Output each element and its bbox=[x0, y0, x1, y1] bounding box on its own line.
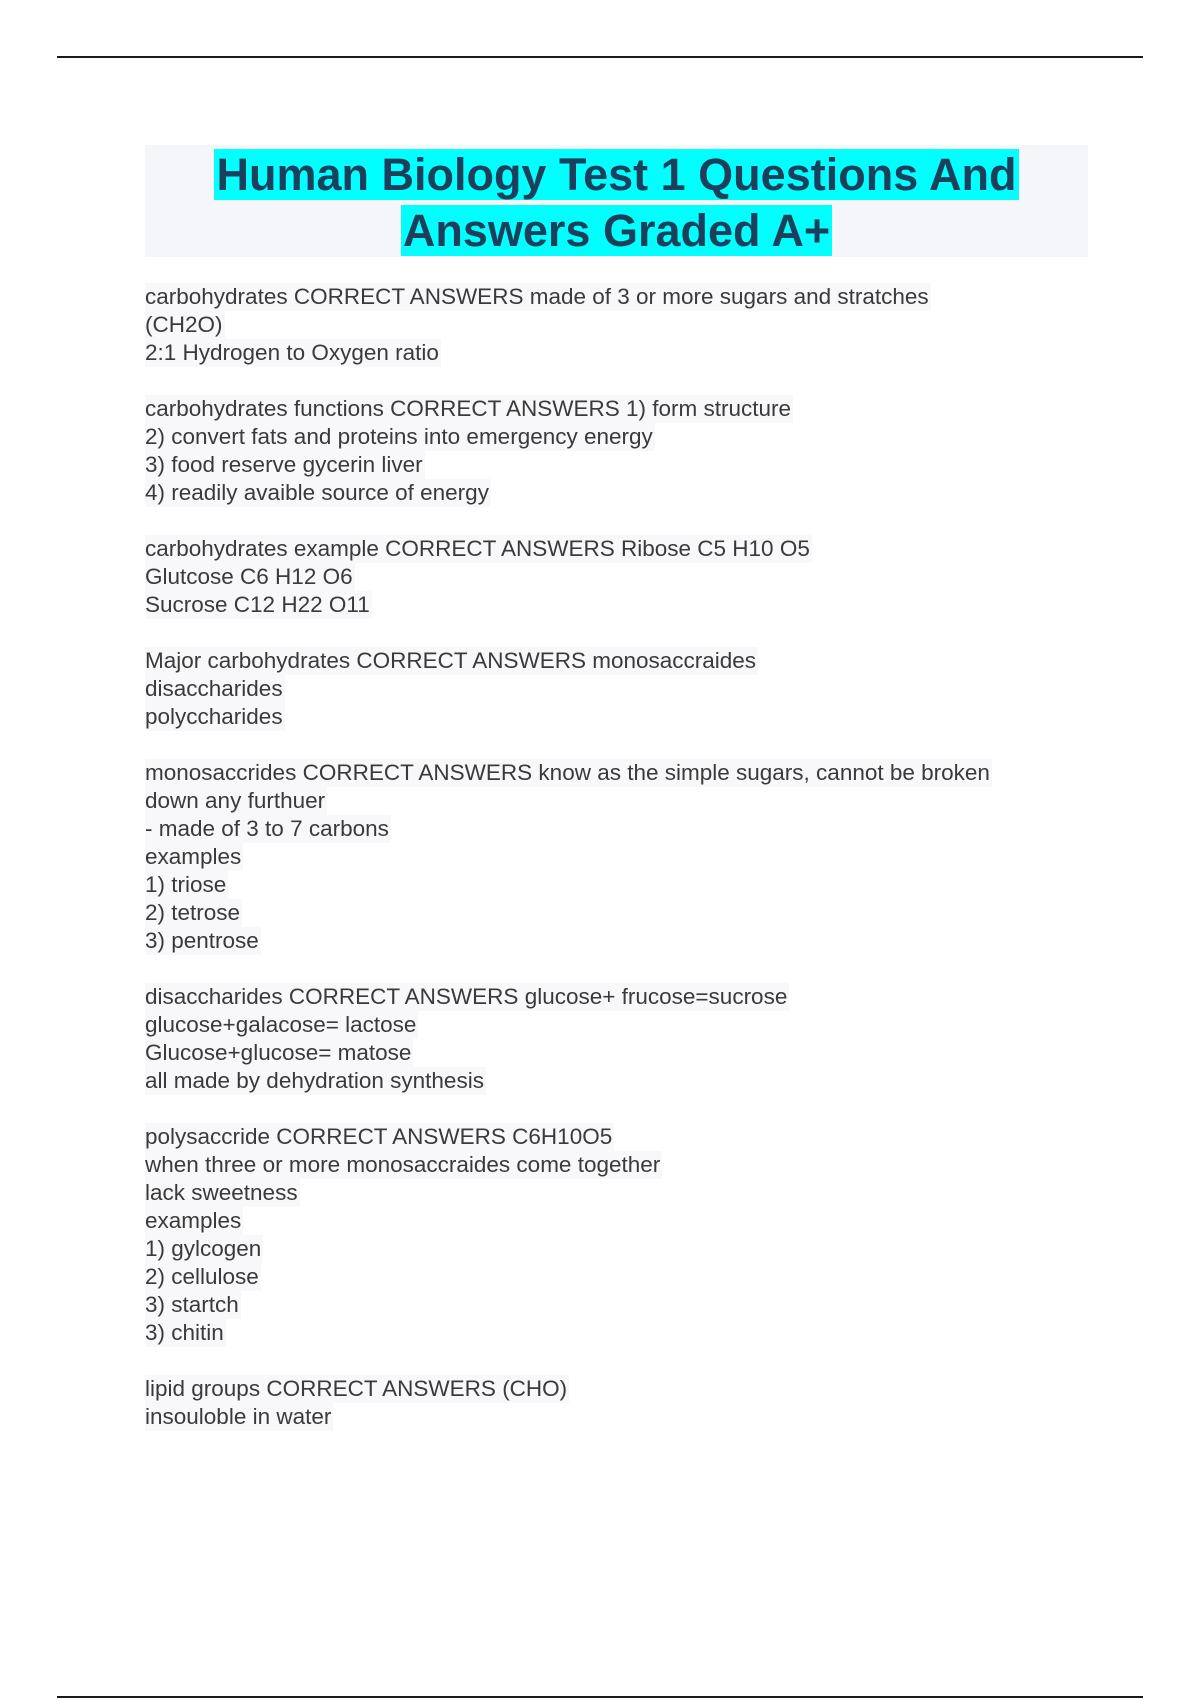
qa-line: insouloble in water bbox=[145, 1404, 332, 1429]
qa-line: examples bbox=[145, 1208, 242, 1233]
qa-line: lack sweetness bbox=[145, 1180, 298, 1205]
qa-item bbox=[145, 647, 1085, 731]
qa-line: 2) cellulose bbox=[145, 1264, 259, 1289]
qa-line: disaccharides bbox=[145, 676, 283, 701]
header-rule bbox=[57, 56, 1143, 58]
qa-line: 2) convert fats and proteins into emergency energy bbox=[145, 424, 653, 449]
document-title bbox=[145, 145, 1088, 259]
qa-line: Glutcose C6 H12 O6 bbox=[145, 564, 353, 589]
qa-line: 1) triose bbox=[145, 872, 227, 897]
qa-line: carbohydrates functions CORRECT ANSWERS 1) form structure bbox=[145, 396, 792, 421]
qa-item bbox=[145, 1375, 1085, 1431]
qa-line: monosaccrides CORRECT ANSWERS know as the simple sugars, cannot be broken bbox=[145, 760, 990, 785]
qa-line: 3) startch bbox=[145, 1292, 239, 1317]
title-line-2: Answers Graded A+ bbox=[402, 205, 831, 256]
qa-line: (CH2O) bbox=[145, 312, 223, 337]
qa-line: carbohydrates example CORRECT ANSWERS Ribose C5 H10 O5 bbox=[145, 536, 810, 561]
qa-line: polyccharides bbox=[145, 704, 283, 729]
title-block bbox=[145, 145, 1088, 257]
qa-list bbox=[145, 283, 1085, 1459]
qa-line: all made by dehydration synthesis bbox=[145, 1068, 484, 1093]
qa-line: Major carbohydrates CORRECT ANSWERS monosaccraides bbox=[145, 648, 757, 673]
qa-item bbox=[145, 759, 1085, 955]
qa-line: 2:1 Hydrogen to Oxygen ratio bbox=[145, 340, 439, 365]
qa-item bbox=[145, 1123, 1085, 1347]
qa-line: 3) food reserve gycerin liver bbox=[145, 452, 423, 477]
qa-line: down any furthuer bbox=[145, 788, 326, 813]
footer-rule bbox=[57, 1696, 1143, 1698]
qa-item bbox=[145, 283, 1085, 367]
qa-line: glucose+galacose= lactose bbox=[145, 1012, 417, 1037]
qa-line: Glucose+glucose= matose bbox=[145, 1040, 412, 1065]
qa-line: carbohydrates CORRECT ANSWERS made of 3 or more sugars and stratches bbox=[145, 284, 929, 309]
qa-line: 3) chitin bbox=[145, 1320, 224, 1345]
qa-line: 1) gylcogen bbox=[145, 1236, 262, 1261]
qa-line: when three or more monosaccraides come together bbox=[145, 1152, 661, 1177]
qa-item bbox=[145, 395, 1085, 507]
qa-line: - made of 3 to 7 carbons bbox=[145, 816, 389, 841]
qa-line: examples bbox=[145, 844, 242, 869]
qa-line: 2) tetrose bbox=[145, 900, 241, 925]
qa-line: lipid groups CORRECT ANSWERS (CHO) bbox=[145, 1376, 568, 1401]
qa-line: Sucrose C12 H22 O11 bbox=[145, 592, 370, 617]
qa-line: disaccharides CORRECT ANSWERS glucose+ frucose=sucrose bbox=[145, 984, 788, 1009]
qa-line: 3) pentrose bbox=[145, 928, 259, 953]
title-line-1: Human Biology Test 1 Questions And bbox=[216, 149, 1017, 200]
qa-item bbox=[145, 535, 1085, 619]
qa-line: 4) readily avaible source of energy bbox=[145, 480, 489, 505]
qa-line: polysaccride CORRECT ANSWERS C6H10O5 bbox=[145, 1124, 613, 1149]
qa-item bbox=[145, 983, 1085, 1095]
